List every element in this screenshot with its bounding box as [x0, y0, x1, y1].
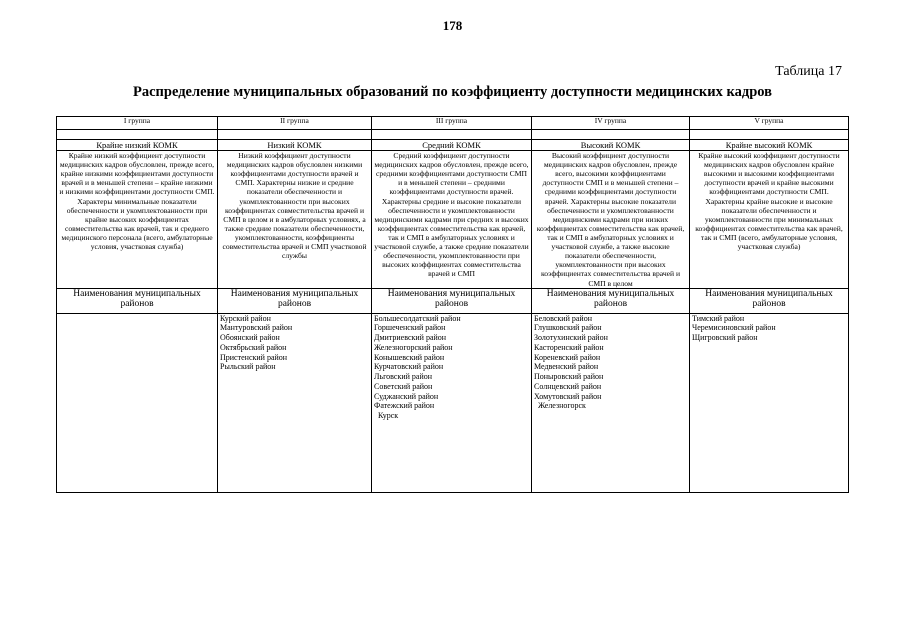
group-description: Низкий коэффициент доступности медицинских кадров обусловлен низкими коэффициентами доступности врачей и СМП. Характерны низкие и средние показатели обеспеченности и укомплектованности при высоких коэффициентах совместительства врачей и СМП в целом и в амбулаторных условиях, а также средние показатели обеспеченности, укомплектованности, коэффициенты совместительства врачей и СМП участковой службы: [218, 151, 372, 289]
group-description: Крайне высокий коэффициент доступности медицинских кадров обусловлен крайне высокими и высокими коэффициентами доступности врачей и крайне высокими коэффициентами доступности СМП. Характерны крайне высокие и высокие показатели обеспеченности и укомплектованности при минимальных коэффициентах совместительства как врачей, так и СМП (всего, амбулаторные условия, участковая служба): [690, 151, 849, 289]
district-item: Фатежский район: [374, 401, 435, 411]
names-header: Наименования муниципальных районов: [372, 288, 532, 313]
district-item: Солнцевский район: [534, 381, 602, 391]
group-description: Крайне низкий коэффициент доступности медицинских кадров обусловлен, прежде всего, крайне низкими коэффициентами доступности врачей и в меньшей степени – крайне низкими и низкими коэффициентами доступности СМП. Характеры минимальные показатели обеспеченности и укомплектованности при крайне высоких коэффициентах совместительства как врачей, так и среднего медицинского персонала (всего, амбулаторные условия, участковая служба): [57, 151, 218, 289]
district-list-cell: [532, 313, 690, 492]
district-list-cell: [57, 313, 218, 492]
distribution-table: [56, 116, 849, 493]
names-header: Наименования муниципальных районов: [57, 288, 218, 313]
district-list: [692, 314, 846, 343]
district-item: Октябрьский район: [220, 342, 287, 352]
group-header: V группа: [690, 117, 849, 130]
district-item: Тимский район: [692, 313, 745, 323]
group-header: I группа: [57, 117, 218, 130]
district-item: Рыльский район: [220, 362, 276, 372]
districts-row: [57, 313, 849, 492]
group-description: Высокий коэффициент доступности медицинских кадров обусловлен, прежде всего, высокими коэффициентами доступности СМП и в меньшей степени – средними коэффициентами доступности врачей. Характерны высокие показатели обеспеченности и укомплектованности медицинскими кадрами при низких коэффициентах совместительства как врачей, так и СМП в амбулаторных условиях и участковой службе, а также высокие показатели обеспеченности, укомплектованности при высоких коэффициентах совместительства врачей и СМП в целом: [532, 151, 690, 289]
district-item: Железногорск: [538, 401, 586, 411]
district-item: Поныровский район: [534, 372, 604, 382]
group-header: IV группа: [532, 117, 690, 130]
district-item: Беловский район: [534, 313, 592, 323]
district-item: Конышевский район: [374, 352, 445, 362]
names-header-row: [57, 288, 849, 313]
district-list: [374, 314, 529, 421]
district-item: Золотухинский район: [534, 333, 608, 343]
district-item: Пристенский район: [220, 352, 288, 362]
page-number: 178: [442, 18, 463, 33]
district-item: Мантуровский район: [220, 323, 293, 333]
group-header: II группа: [218, 117, 372, 130]
group-header-row: [57, 117, 849, 130]
names-header: Наименования муниципальных районов: [218, 288, 372, 313]
district-item: Обоянский район: [220, 333, 280, 343]
district-item: Медвенский район: [534, 362, 599, 372]
district-item: Кореневский район: [534, 352, 601, 362]
spacer-cell: [218, 130, 372, 140]
names-header: Наименования муниципальных районов: [690, 288, 849, 313]
district-list-cell: [690, 313, 849, 492]
district-item: Большесолдатский район: [374, 313, 461, 323]
district-item: Курск: [378, 411, 399, 421]
district-list-cell: [372, 313, 532, 492]
district-item: Хомутовский район: [534, 391, 602, 401]
district-item: Суджанский район: [374, 391, 439, 401]
level-label: Крайне низкий КОМК: [57, 140, 218, 151]
district-item: Черемисиновский район: [692, 323, 776, 333]
spacer-cell: [690, 130, 849, 140]
spacer-row: [57, 130, 849, 140]
district-item: Советский район: [374, 381, 433, 391]
table-title: Распределение муниципальных образований по коэффициенту доступности медицинских кадров: [133, 84, 772, 100]
spacer-cell: [372, 130, 532, 140]
description-row: [57, 151, 849, 289]
district-list: [220, 314, 369, 373]
district-item: Касторенский район: [534, 342, 604, 352]
district-item: Льговский район: [374, 372, 432, 382]
group-header: III группа: [372, 117, 532, 130]
group-description: Средний коэффициент доступности медицинских кадров обусловлен, прежде всего, средними коэффициентами доступности СМП и в меньшей степени – средними коэффициентами доступности врачей. Характерны средние и высокие показатели обеспеченности и укомплектованности медицинскими кадрами при средних и высоких коэффициентах совместительства как врачей, так и СМП в амбулаторных условиях и участковой службе, а также средние показатели обеспеченности, укомплектованности при высоких коэффициентах совместительства врачей и СМП: [372, 151, 532, 289]
district-item: Железногорский район: [374, 342, 453, 352]
table-caption: Таблица 17: [775, 64, 842, 79]
spacer-cell: [532, 130, 690, 140]
district-list: [534, 314, 687, 412]
district-item: Курчатовский район: [374, 362, 444, 372]
level-label: Крайне высокий КОМК: [690, 140, 849, 151]
district-item: Горшеченский район: [374, 323, 446, 333]
district-item: Щигровский район: [692, 333, 758, 343]
district-item: Курский район: [220, 313, 271, 323]
level-label: Низкий КОМК: [218, 140, 372, 151]
district-item: Дмитриевский район: [374, 333, 447, 343]
level-label: Высокий КОМК: [532, 140, 690, 151]
district-list-cell: [218, 313, 372, 492]
district-item: Глушковский район: [534, 323, 602, 333]
spacer-cell: [57, 130, 218, 140]
names-header: Наименования муниципальных районов: [532, 288, 690, 313]
level-label: Средний КОМК: [372, 140, 532, 151]
level-row: [57, 140, 849, 151]
